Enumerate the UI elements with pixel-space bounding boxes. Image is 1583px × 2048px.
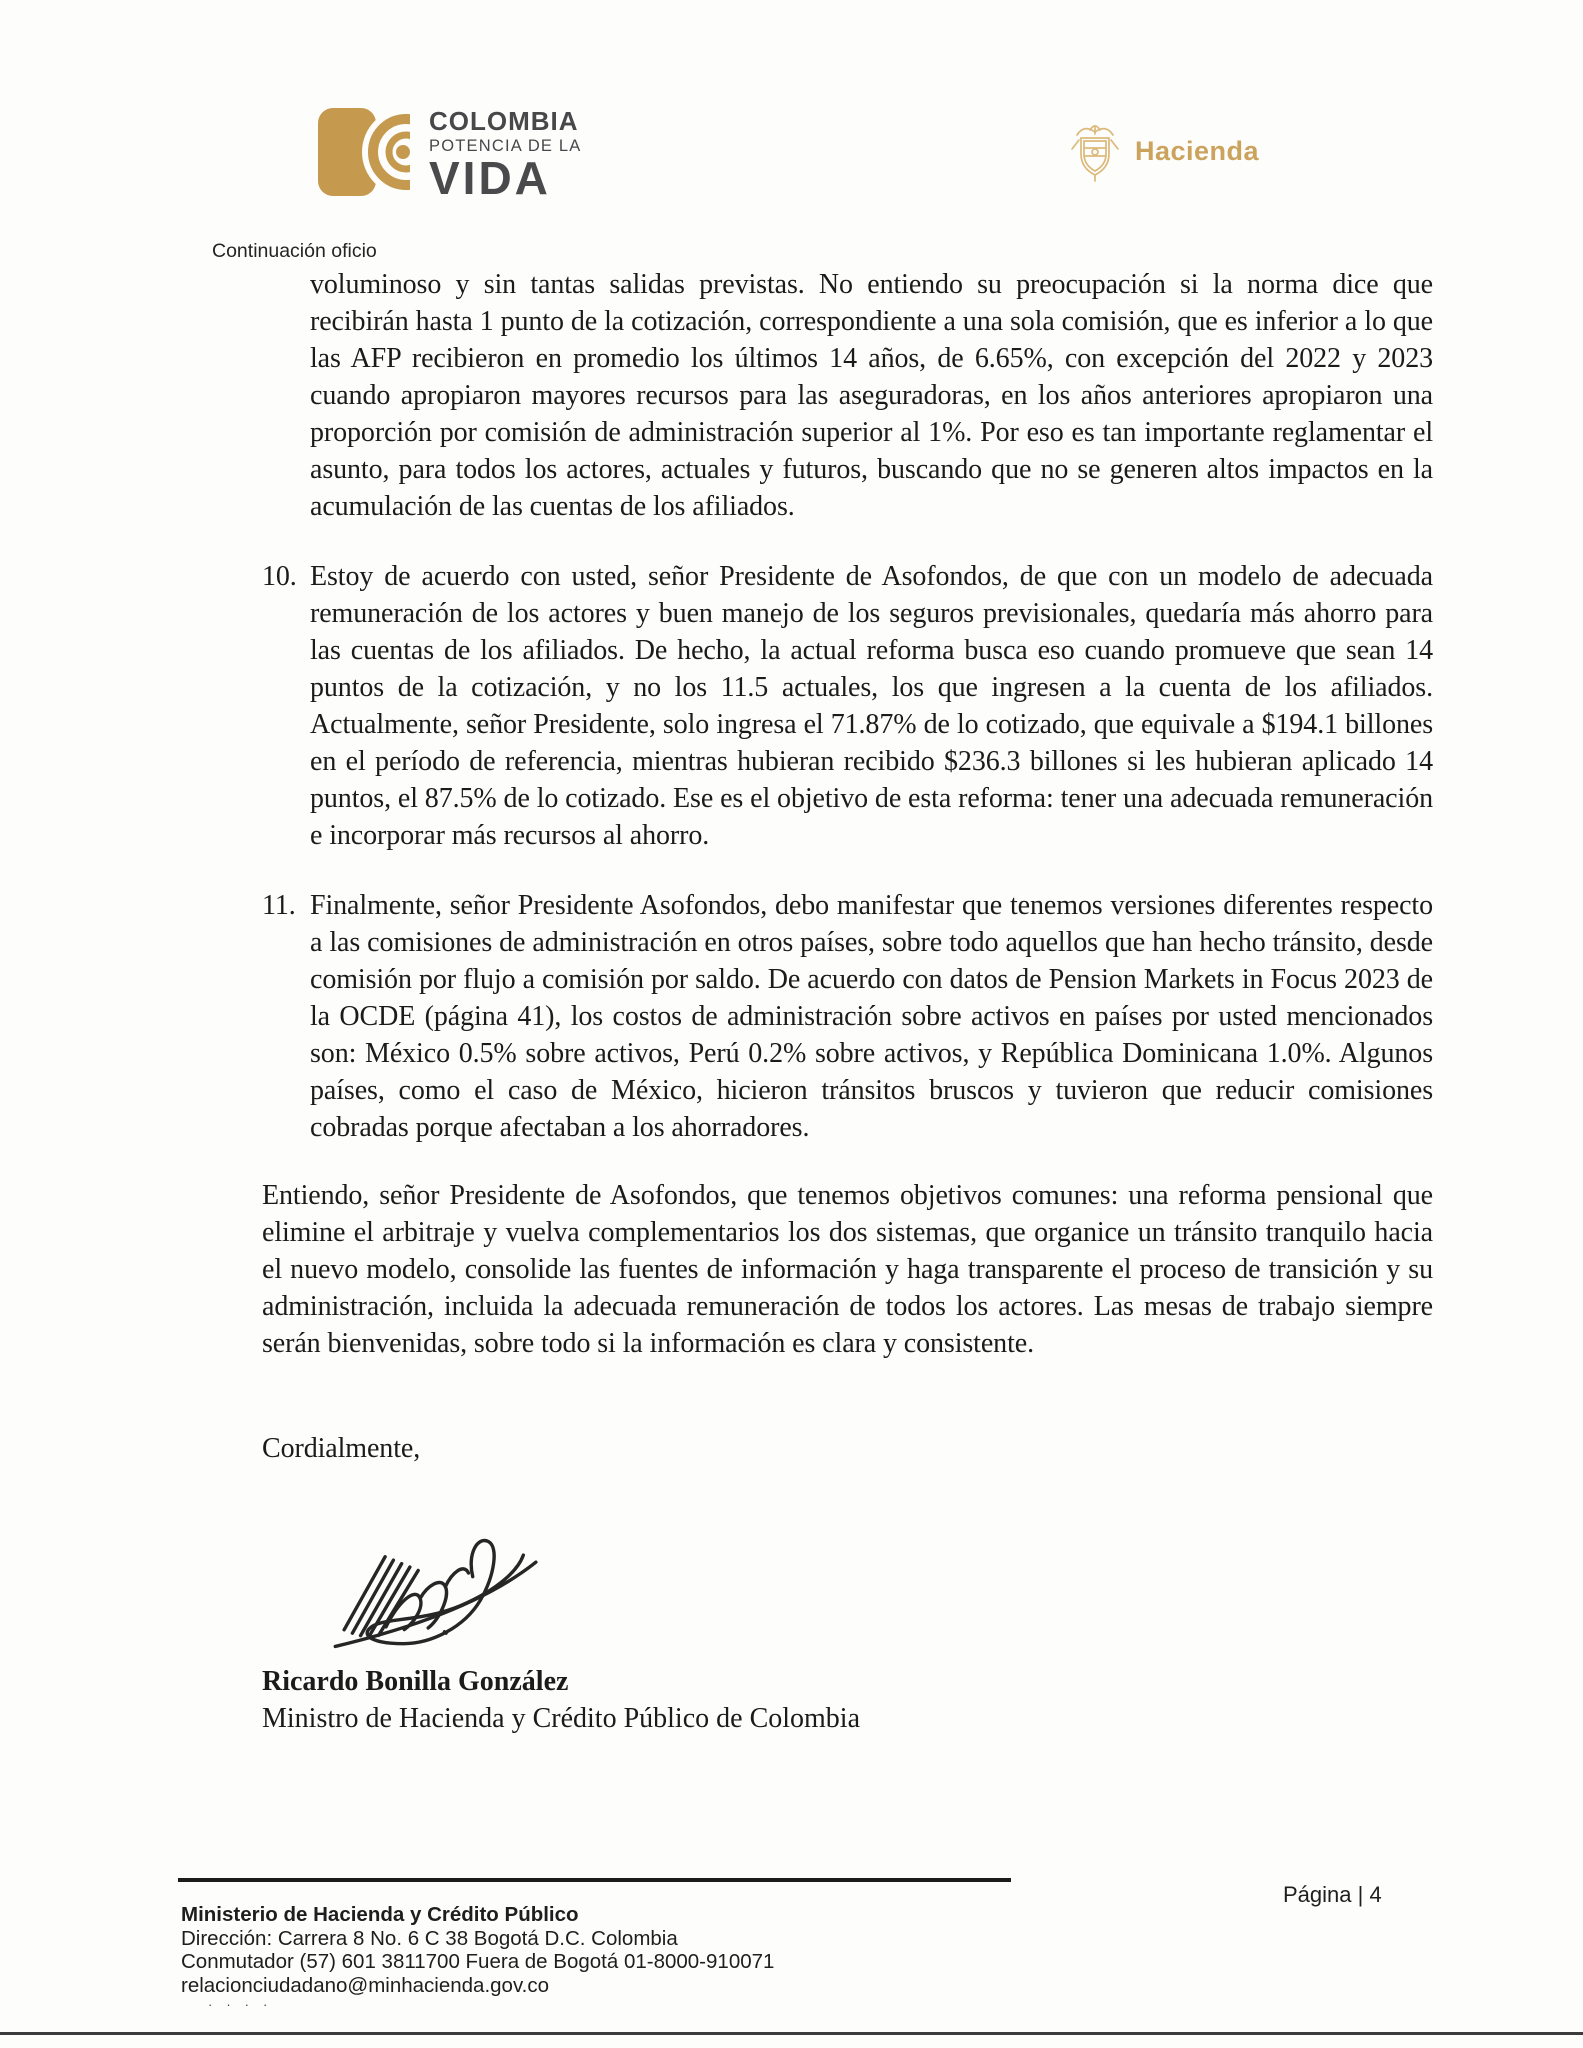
page-bottom-rule (0, 2032, 1583, 2035)
signature-image (320, 1527, 560, 1665)
colombia-logo (318, 106, 582, 204)
hacienda-crest-icon (1070, 120, 1120, 182)
list-item-10 (262, 558, 1433, 854)
valediction: Cordialmente, (262, 1433, 421, 1464)
item-number: 10. (262, 561, 297, 592)
colombia-wordmark (429, 106, 582, 204)
signatory-name: Ricardo Bonilla González (262, 1666, 569, 1697)
letter-body (262, 266, 1433, 1467)
footer-phone: Conmutador (57) 601 3811700 Fuera de Bogotá 01-8000-910071 (181, 1950, 775, 1973)
item-number: 11. (262, 890, 296, 921)
hacienda-wordmark: Hacienda (1135, 135, 1260, 166)
item-text: Finalmente, señor Presidente Asofondos, debo manifestar que tenemos versiones diferentes respecto a las comisiones de administración en otros países, sobre todo aquellos que han hecho tránsito, desde comisión por flujo a comisión por saldo. De acuerdo con datos de Pension Markets in Focus 2023 de la OCDE (página 41), los costos de administración sobre activos en países por usted mencionados son: México 0.5% sobre activos, Perú 0.2% sobre activos, y República Dominicana 1.0%. Algunos países, como el caso de México, hicieron tránsitos bruscos y tuvieron que reducir comisiones cobradas porque afectaban a los ahorradores. (310, 890, 1433, 1143)
footer-org: Ministerio de Hacienda y Crédito Público (181, 1903, 579, 1926)
footer-rule (178, 1878, 1011, 1882)
signature-block (262, 1535, 860, 1738)
hacienda-logo (1070, 120, 1259, 182)
colombia-wordmark-line2: POTENCIA DE LA (429, 137, 582, 155)
footer-email: relacionciudadano@minhacienda.gov.co (181, 1973, 550, 1997)
signatory-title: Ministro de Hacienda y Crédito Público de Colombia (262, 1703, 861, 1734)
page-number: Página | 4 (1283, 1882, 1382, 1907)
footer-address: Dirección: Carrera 8 No. 6 C 38 Bogotá D.C. Colombia (181, 1926, 678, 1950)
colombia-waves-icon (318, 108, 410, 196)
footer-info (181, 1903, 774, 1997)
continuation-label: Continuación oficio (212, 240, 377, 262)
item-text: Estoy de acuerdo con usted, señor Presidente de Asofondos, de que con un modelo de adecuada remuneración de los actores y buen manejo de los seguros previsionales, quedaría más ahorro para las cuentas de los afiliados. De hecho, la actual reforma busca eso cuando promueve que sean 14 puntos de la cotización, y no los 11.5 actuales, los que ingresen a la cuenta de los afiliados. Actualmente, señor Presidente, solo ingresa el 71.87% de lo cotizado, que equivale a $194.1 billones en el período de referencia, mientras hubieran recibido $236.3 billones si les hubieran aplicado 14 puntos, el 87.5% de lo cotizado. Ese es el objetivo de esta reforma: tener una adecuada remuneración e incorporar más recursos al ahorro. (310, 561, 1433, 851)
colombia-wordmark-line3: VIDA (429, 152, 551, 204)
list-item-11 (262, 887, 1433, 1146)
closing-paragraph: Entiendo, señor Presidente de Asofondos, que tenemos objetivos comunes: una reforma pensional que elimine el arbitraje y vuelva complementarios los dos sistemas, que organice un tránsito tranquilo hacia el nuevo modelo, consolide las fuentes de información y haga transparente el proceso de transición y su administración, incluida la adecuada remuneración de todos los actores. Las mesas de trabajo siempre serán bienvenidas, sobre todo si la información es clara y consistente. (262, 1180, 1433, 1359)
footer-cutoff-marks: ···· (208, 1997, 282, 2012)
colombia-wordmark-line1: COLOMBIA (429, 106, 579, 136)
intro-paragraph: voluminoso y sin tantas salidas previstas. No entiendo su preocupación si la norma dice que recibirán hasta 1 punto de la cotización, correspondiente a una sola comisión, que es inferior a lo que las AFP recibieron en promedio los últimos 14 años, de 6.65%, con excepción del 2022 y 2023 cuando apropiaron mayores recursos para las aseguradoras, en los años anteriores apropiaron una proporción por comisión de administración superior al 1%. Por eso es tan importante reglamentar el asunto, para todos los actores, actuales y futuros, buscando que no se generen altos impactos en la acumulación de las cuentas de los afiliados. (310, 269, 1433, 522)
